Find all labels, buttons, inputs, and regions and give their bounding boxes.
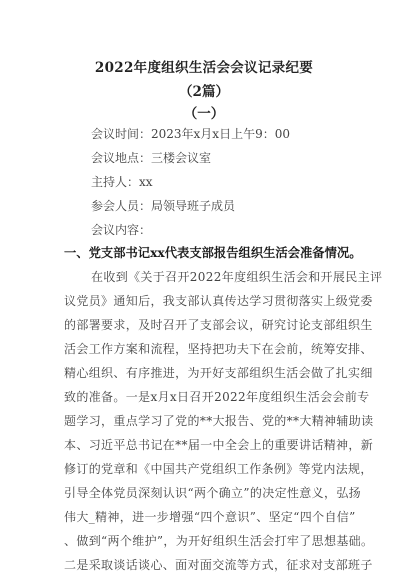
paragraph-line: 二是采取谈话谈心、面对面交流等方式，征求对支部班子 — [64, 558, 373, 572]
paragraph-line: 修订的党章和《中国共产党组织工作条例》等党内法规， — [64, 462, 373, 476]
paragraph-line: 在收到《关于召开2022年度组织生活会和开展民主评 — [91, 270, 383, 284]
meeting-attendees: 参会人员：局领导班子成员 — [91, 199, 236, 213]
paragraph-line: 引导全体党员深刻认识“两个确立”的决定性意义，弘扬 — [64, 486, 362, 500]
paragraph-line: 题学习，重点学习了党的**大报告、党的**大精神辅助读 — [64, 414, 374, 428]
document-subtitle: （2篇） — [179, 84, 229, 100]
paragraph-line: 的部署要求，及时召开了支部会议，研究讨论支部组织生 — [64, 318, 373, 332]
document-title: 2022年度组织生活会会议记录纪要 — [94, 60, 314, 76]
paragraph-line: 本、习近平总书记在**届一中全会上的重要讲话精神，新 — [64, 438, 374, 452]
meeting-time: 会议时间：2023年x月x日上午9：00 — [91, 127, 290, 141]
meeting-host: 主持人：xx — [91, 175, 153, 189]
section-heading: 一、党支部书记xx代表支部报告组织生活会准备情况。 — [64, 245, 362, 260]
paragraph-line: 致的准备。一是x月x日召开2022年度组织生活会会前专 — [64, 390, 370, 404]
part-heading: （一） — [183, 106, 225, 122]
paragraph-line: 精心组织、有序推进，为开好支部组织生活会做了扎实细 — [64, 366, 373, 380]
meeting-place: 会议地点：三楼会议室 — [91, 151, 212, 165]
meeting-content-label: 会议内容： — [91, 223, 152, 237]
paragraph-line: 、做到“两个维护”，为开好组织生活会打牢了思想基础。 — [64, 534, 374, 548]
paragraph-line: 活会工作方案和流程，坚持把功夫下在会前，统筹安排、 — [64, 342, 373, 356]
paragraph-line: 伟大_精神，进一步增强“四个意识”、坚定“四个自信” — [64, 510, 356, 524]
paragraph-line: 议党员》通知后，我支部认真传达学习贯彻落实上级党委 — [64, 294, 373, 308]
